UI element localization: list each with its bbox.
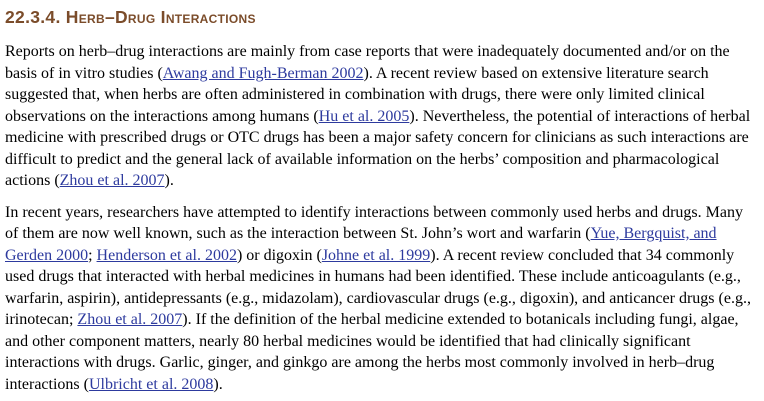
- citation-link-zhou-2007-second[interactable]: Zhou et al. 2007: [77, 311, 183, 328]
- citation-link-henderson-2002[interactable]: Henderson et al. 2002: [96, 246, 237, 264]
- paragraph-herb-drug-overview: [5, 41, 759, 192]
- body-text: In recent years, researchers have attempted to identify interactions between commonly used herbs and drugs. Many of them are now well known, such as the interaction between St. John’s wort and warfarin (: [5, 203, 743, 242]
- body-text: ).: [213, 375, 223, 393]
- body-text: ).: [164, 172, 174, 189]
- citation-link-zhou-2007[interactable]: Zhou et al. 2007: [59, 172, 165, 189]
- body-text: ). If the definition of the herbal medicine extended to botanicals including fungi, algae, and other component matters, nearly 80 herbal medicines would be identified that had clinically significant interactions with drugs. Garlic, ginger, and ginkgo are among the herbs most commonly involved in herb–drug interactions (: [5, 311, 739, 393]
- section-heading: 22.3.4. Herb–Drug Interactions: [5, 7, 256, 27]
- body-text: ). A recent review based on extensive literature search suggested that, when herbs are often administered in combination with drugs, there were only limited clinical observations on the interactions among humans (: [5, 64, 709, 125]
- citation-link-hu-2005[interactable]: Hu et al. 2005: [318, 107, 410, 125]
- citation-link-ulbricht-2008[interactable]: Ulbricht et al. 2008: [88, 375, 214, 393]
- body-text: ;: [88, 246, 97, 264]
- citation-link-johne-1999[interactable]: Johne et al. 1999: [321, 246, 431, 264]
- body-text: ). A recent review concluded that 34 commonly used drugs that interacted with herbal medicines in humans had been identified. These include anticoagulants (e.g., warfarin, aspirin), antidepressants (e.g., midazolam), cardiovascular drugs (e.g., digoxin), and anticancer drugs (e.g., irinotecan;: [5, 246, 751, 328]
- paragraph-known-interactions: [5, 202, 759, 396]
- citation-link-awang-fugh-berman-2002[interactable]: Awang and Fugh-Berman 2002: [162, 64, 364, 82]
- body-text: ) or digoxin (: [236, 246, 322, 264]
- citation-link-yue-bergquist-gerden-2000[interactable]: Yue, Bergquist, and Gerden 2000: [5, 225, 717, 264]
- body-text: ). Nevertheless, the potential of interactions of herbal medicine with prescribed drugs or OTC drugs has been a major safety concern for clinicians as such interactions are difficult to predict and the general lack of available information on the herbs’ composition and pharmacological actions (: [5, 107, 751, 189]
- body-text: Reports on herb–drug interactions are mainly from case reports that were inadequately documented and/or on the basis of in vitro studies (: [5, 43, 730, 82]
